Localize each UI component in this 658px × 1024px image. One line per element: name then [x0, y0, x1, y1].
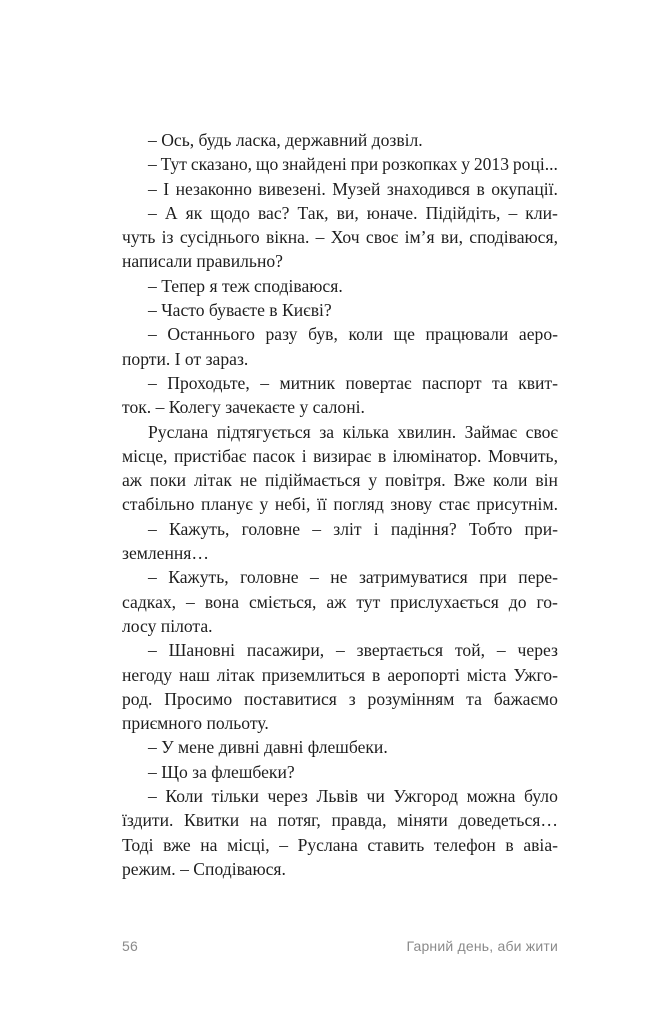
- text-line: Тоді вже на місці, – Руслана ставить телефон в авіа-: [122, 834, 558, 855]
- text-line: написали правильно?: [122, 251, 283, 272]
- text-line: – Часто буваєте в Києві?: [148, 300, 332, 321]
- text-line: – Ось, будь ласка, державний дозвіл.: [148, 130, 423, 150]
- text-line: – Тепер я теж сподіваюся.: [148, 275, 343, 296]
- text-line: – І незаконно вивезені. Музей знаходився в окупації.: [148, 178, 558, 199]
- text-line: – Проходьте, – митник повертає паспорт та квит-: [148, 372, 558, 393]
- text-line: ток. – Колегу зачекаєте у салоні.: [122, 397, 365, 418]
- text-line: – Останнього разу був, коли ще працювали аеро-: [148, 324, 558, 345]
- text-line: – Тут сказано, що знайдені при розкопках у 2013 році...: [148, 154, 558, 175]
- text-line: лосу пілота.: [122, 615, 213, 636]
- text-line: негоду наш літак приземлиться в аеропорті міста Ужго-: [122, 664, 558, 685]
- text-line: – Що за флешбеки?: [148, 761, 295, 782]
- text-line: режим. – Сподіваюся.: [122, 858, 286, 879]
- text-line: – Кажуть, головне – не затримуватися при пере-: [148, 567, 558, 588]
- text-line: – Коли тільки через Львів чи Ужгород можна було: [148, 786, 558, 807]
- text-line: род. Просимо поставитися з розумінням та бажаємо: [122, 688, 558, 709]
- text-line: – Кажуть, головне – зліт і падіння? Тобто при-: [148, 518, 558, 539]
- text-line: – У мене дивні давні флешбеки.: [148, 737, 388, 758]
- text-line: порти. І от зараз.: [122, 348, 249, 369]
- text-line: садках, – вона сміється, аж тут прислухається до го-: [122, 591, 558, 612]
- text-line: – А як щодо вас? Так, ви, юначе. Підійдіть, – кли-: [148, 202, 558, 223]
- text-line: місце, пристібає пасок і визирає в ілюмінатор. Мовчить,: [122, 445, 558, 466]
- text-line: – Шановні пасажири, – звертається той, – через: [148, 640, 558, 661]
- text-line: приємного польоту.: [122, 713, 269, 734]
- running-title: Гарний день, аби жити: [406, 938, 558, 954]
- page-number: 56: [122, 938, 138, 954]
- text-line: аж поки літак не підіймається у повітря. Вже коли він: [122, 470, 558, 491]
- text-line: землення…: [122, 543, 209, 564]
- text-line: їздити. Квитки на потяг, правда, міняти доведеться…: [122, 810, 558, 831]
- text-line: Руслана підтягується за кілька хвилин. Займає своє: [148, 421, 558, 442]
- text-line: стабільно планує у небі, її погляд знову стає присутнім.: [122, 494, 558, 515]
- text-line: чуть із сусіднього вікна. – Хоч своє ім’я ви, сподіваюся,: [122, 227, 558, 248]
- body-text: [122, 128, 558, 881]
